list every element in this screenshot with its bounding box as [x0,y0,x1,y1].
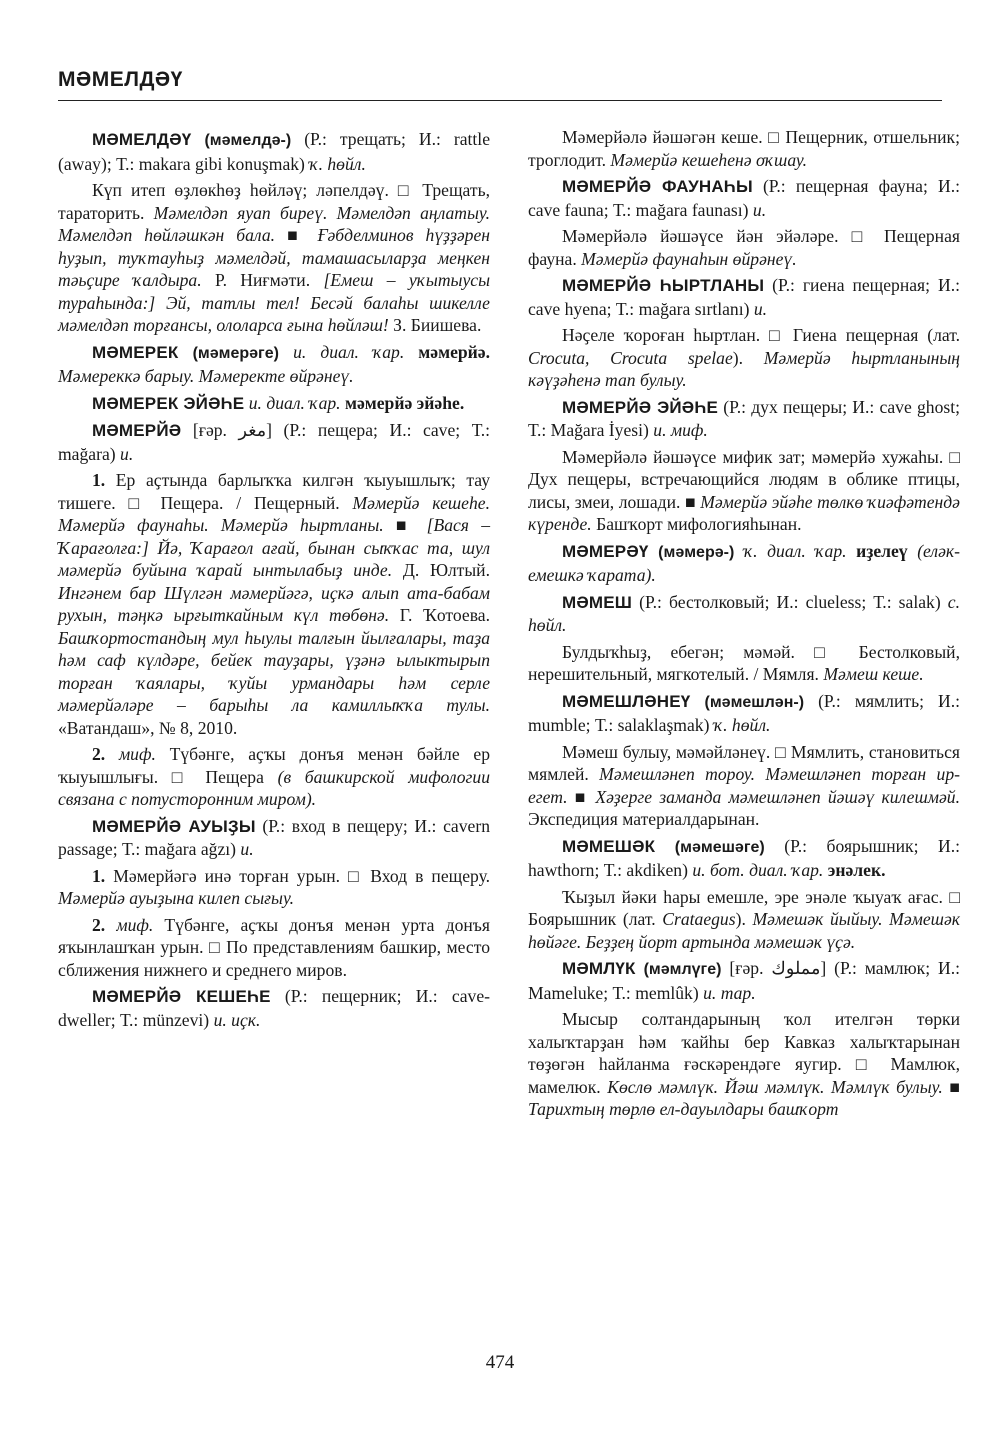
italic-text: и. иҫк. [213,1009,261,1030]
headword: МӘМЕРЕК ЭЙӘҺЕ [92,393,245,413]
grammar-form: (мәмерә-) [648,543,744,561]
italic-text: и. тар. [703,982,756,1003]
italic-text: Мәмерйә кешеһе. Мәмерйә фаунаһы. Мәмерйә һыртланы. [58,492,490,535]
entry-paragraph [58,392,490,416]
text-run: Ер аҫтында барлыҡҡа килгән ҡыуышлыҡ; тау тишеге. □ Пещера. / Пещерный. [58,470,490,513]
italic-text: (в башкирской мифологии связана с потусторонним миром). [58,766,490,809]
italic-text: (еләк-емешкә ҡарата). [528,540,960,585]
italic-text: Мәмерйә эйәһе төлкө ҡиәфәтендә күренде. [528,491,960,534]
italic-text: Мәмерйә кешеһенә оҡшау. [610,149,807,170]
text-run: Мәмерйәлә йәшәүсе йән эйәләре. □ Пещерная фауна. [528,226,960,269]
bold-text: 2. [92,914,106,935]
italic-text: Ғәбделминов һүҙҙәрен һуҙып, туҡтауһыҙ мәмелдәй, тамашасыларҙа меңкен тәьҫире ҡалдыра. [58,225,491,290]
text-run: Башҡорт мифологияһынан. [591,514,802,534]
italic-text: и. миф. [653,420,708,440]
headword: МӘМЛҮК [562,959,636,978]
headword: МӘМЕРЙӘ ФАУНАҺЫ [562,177,753,196]
text-run [908,541,918,561]
italic-text: Мәмереккә барыу. Мәмеректе өйрәнеү. [58,366,354,386]
headword: МӘМЕРӘҮ [562,541,649,561]
text-run: Мәмерйәгә инә торған урын. □ Вход в пещеру. [105,865,490,886]
italic-text: миф. [116,914,154,935]
headword: МӘМЕШӘК [562,836,656,856]
bold-text: 1. [92,865,106,886]
text-run: Күп итеп өҙлөкһөҙ һөйләү; ләпелдәү. □ Трещать, тараторить. [58,180,490,223]
italic-text: Мәмешәк йыйыу. Мәмешәк һөйәге. Беҙҙең йорт артында мәмешәк үҫә. [528,909,960,952]
italic-text: и. диал. ҡар. [293,341,405,362]
text-run: Булдыҡһыҙ, ебегән; мәмәй. □ Бестолковый, нерешительный, мягкотелый. / Мямля. [528,641,960,684]
italic-text: и. [120,443,134,464]
entry-paragraph [528,540,960,587]
text-run: [ғәр. مغر] (Р.: пещера; И.: cave; Т.: mağara) [58,420,490,464]
italic-text: Мәмеш кеше. [823,664,924,684]
italic-text: Башҡортостандың мул һыулы талғын йылғалары, таҙа һәм саф күлдәре, бейек тауҙары, үҙәнә ылыктырып торған ҡаялары, ҡуйы урмандары һәм серле мәмерйәләре – барыһы ла камиллыҡҡа тулы. [58,627,490,715]
italic-text: Crocuta, Crocuta spelae [528,347,733,368]
text-run: (Р.: пещерная фауна; И.: cave fauna; Т.: mağara faunası) [528,176,960,220]
text-run: Д. Юлтый. [392,560,490,580]
bold-text: мәмерйә эйәһе. [340,392,465,413]
text-run: Г. Ҡотоева. [389,605,490,625]
text-run: (Р.: трещать; И.: rattle (away); Т.: makara gibi konuşmak) [58,129,491,174]
entry-paragraph [58,815,490,861]
grammar-form: (мәмерәге) [178,344,294,362]
text-run: Экспедиция материалдарынан. [528,809,760,829]
definition-paragraph [528,324,960,392]
italic-text: [Емеш – уҡытыусы тураһында:] Эй, татлы тел! Бесәй балаһы шикелле мәмелдәп торғансы, ололарса ғына һөйләш! [58,270,490,335]
definition-paragraph [58,179,490,337]
definition-paragraph [528,1008,960,1121]
text-run: Ҡыҙыл йәки һары емешле, эре энәле ҡыуаҡ ағас. □ Боярышник (лат. [528,886,960,929]
italic-text: [Вася – Ҡарағолға:] Йә, Ҡарағол ағай, бынан сыҡҡас та, шул мәмерйә буйына ҡарай ынтылабыҙ инде. [58,515,490,580]
italic-text: миф. [118,744,156,764]
bold-text: мәмерйә. [404,341,491,362]
italic-text: Мәмелдәп яуап биреү. Мәмелдәп аңлатыу. Мәмелдәп һөйләшкән бала. [58,202,491,245]
headword: МӘМЕРЕК [92,342,179,362]
grammar-form: (мәмешәге) [655,838,785,856]
italic-text: Мәмешләнеп тороу. Мәмешләнеп торған ир-егет. [528,764,960,807]
grammar-form: (мәмлүге) [635,961,730,978]
entry-paragraph [528,957,960,1004]
text-run: Нәҫеле ҡороған һыртлан. □ Гиена пещерная (лат. [562,325,960,345]
entry-paragraph [528,175,960,221]
headword: МӘМЕРЙӘ КЕШЕҺЕ [92,987,271,1006]
definition-paragraph [58,743,490,811]
text-run: (Р.: дух пещеры; И.: cave ghost; Т.: Mağara İyesi) [528,396,961,440]
headword: МӘМЕШЛӘНЕҮ [562,691,691,711]
entry-paragraph [528,690,960,737]
text-run: (Р.: гиена пещерная; И.: cave hyena; Т.: mağara sırtlanı) [528,275,960,319]
italic-text: и. [753,298,768,319]
italic-text: Мәмерйә ауыҙына килеп сығыу. [58,888,295,908]
text-run: (Р.: пещерник; И.: cave-dweller; Т.: münzevi) [58,986,490,1030]
headword: МӘМЕШ [562,592,633,612]
text-run: (Р.: бестолковый; И.: clueless; Т.: salak) [632,591,948,612]
definition-paragraph [58,469,490,739]
text-run: Мәмерйәлә йәшәгән кеше. □ Пещерник, отшельник; троглодит. [528,127,960,170]
entry-paragraph [528,835,960,882]
entry-paragraph [58,419,490,465]
definition-paragraph [528,886,960,954]
italic-text: Crataegus [662,909,736,929]
text-run [105,744,119,764]
text-run: Мәмеш булыу, мәмәйләнеү. □ Мямлить, становиться мямлей. [528,741,960,784]
text-run: Түбәнге, аҫҡы донъя менән бәйле ер ҡыуышлығы. □ Пещера [58,744,490,787]
text-run [105,915,116,935]
italic-text: Ингәнем бар Шүлгән мәмерйәгә, иҫкә алып ата-бабам рухын, тәңкә ырғыткайным күл төбөнә. [58,582,490,625]
running-head: МӘМЕЛДӘҮ [58,68,183,91]
headword: МӘМЕРЙӘ ЭЙӘҺЕ [562,397,719,417]
italic-text: и. бот. диал. ҡар. [692,860,824,880]
page-number: 474 [485,1352,515,1373]
text-run: Мәмерйәлә йәшәүсе мифик зат; мәмерйә хужаһы. □ Дух пещеры, встречающийся людям в облике птицы, лисы, змеи, лошади. ■ [528,446,960,512]
entry-paragraph [58,985,490,1031]
definition-paragraph [528,641,960,686]
bold-text: энәлек. [823,860,886,880]
definition-paragraph [528,126,960,171]
bold-text: 1. [92,470,106,490]
entry-paragraph [58,341,490,388]
text-run: (Р.: мямлить; И.: mumble; Т.: salaklaşmak) [528,690,960,735]
text-run: [ғәр. مملوك] (Р.: мамлюк; И.: Mameluke; Т.: memlûk) [528,958,960,1003]
headword: МӘМЕРЙӘ ҺЫРТЛАНЫ [562,276,765,295]
definition-paragraph [58,914,490,982]
italic-text: Мәмерйә һыртланының кәүҙәһенә тап булыу. [528,347,960,390]
text-run: ■ [383,515,427,535]
text-run: ■ [567,786,596,807]
entry-paragraph [528,591,960,637]
text-run: ). [735,909,753,929]
text-run: ■ [942,1076,960,1097]
headword: МӘМЕРЙӘ АУЫҘЫ [92,816,256,836]
definition-paragraph [58,865,490,910]
right-column [528,126,960,1125]
headword: МӘМЕРЙӘ [92,421,182,440]
grammar-form: (мәмелдә-) [191,132,305,149]
entry-paragraph [528,396,960,442]
headword: МӘМЕЛДӘҮ [92,130,192,149]
text-run: З. Биишева. [388,315,482,335]
text-run: (Р.: боярышник; И.: hawthorn; Т.: akdiken) [528,835,960,880]
italic-text: Мәмерйә фаунаһын өйрәнеү. [581,248,797,269]
italic-text: ҡ. диал. ҡар. [743,540,847,561]
text-run: «Ватандаш», № 8, 2010. [58,717,238,738]
text-run: Мысыр солтандарының ҡол ителгән төрки халыҡтарҙан һәм ҡайһы бер Кавказ халыҡтарынан төҙөгән һайланма ғәскәрендәге яугир. □ Мамлюк, мамелюк. [528,1009,960,1097]
text-run: ■ [275,225,318,245]
definition-paragraph [528,225,960,270]
bold-text: 2. [92,744,106,764]
text-run: ). [732,347,764,368]
italic-text: и. [240,839,254,859]
italic-text: с. һөйл. [528,591,960,635]
italic-text: ҡ. һөйл. [713,715,771,735]
italic-text: Хәҙерге заманда мәмешләнеп йәшәү килешмәй. [595,786,960,807]
grammar-form: (мәмешлән-) [690,693,819,711]
italic-text: ҡ. һөйл. [309,153,366,174]
entry-paragraph [58,128,490,175]
text-run: (Р.: вход в пещеру; И.: cavern passage; Т.: mağara ağzı) [58,815,490,859]
italic-text: и. диал. ҡар. [248,392,341,413]
bold-text: иҙелеү [846,540,908,561]
header-rule [58,100,942,101]
definition-paragraph [528,741,960,831]
italic-text: Көслө мәмлүк. Йәш мәмлүк. Мәмлүк булыу. [607,1076,943,1097]
text-run: Түбәнге, аҫҡы донъя менән урта донъя яҡынлашҡан урын. □ По представлениям башкир, место сближения нижнего и среднего миров. [58,914,490,980]
left-column [58,126,490,1035]
entry-paragraph [528,274,960,320]
definition-paragraph [528,446,960,536]
text-run: Р. Ниғмәти. [201,270,324,290]
italic-text: Тарихтың төрлө ел-дауылдары башҡорт [528,1099,839,1119]
italic-text: и. [752,199,767,220]
